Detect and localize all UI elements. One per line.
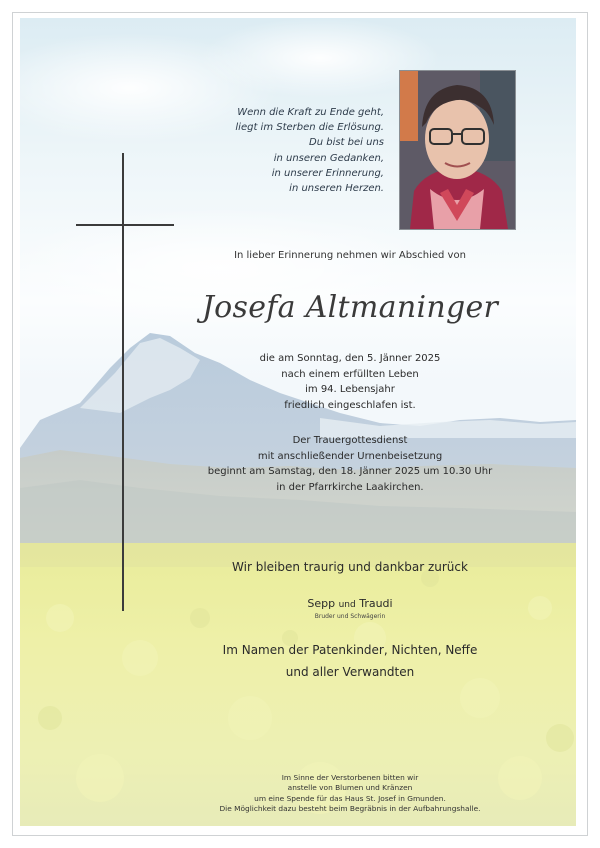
signers — [140, 597, 560, 610]
cross-icon — [122, 153, 124, 611]
footer-line: Die Möglichkeit dazu besteht beim Begräbnis in der Aufbahrungshalle. — [219, 804, 481, 814]
relatives-line: Im Namen der Patenkinder, Nichten, Neffe — [222, 643, 478, 657]
service-info — [140, 433, 560, 495]
footer-line: um eine Spende für das Haus St. Josef in Gmunden. — [254, 793, 446, 803]
service-line: in der Pfarrkirche Laakirchen. — [276, 481, 424, 493]
donation-note — [140, 773, 560, 815]
signer-relation: Bruder und Schwägerin — [314, 613, 386, 620]
grieving-text: Wir bleiben traurig und dankbar zurück — [232, 560, 468, 574]
poem-line: in unserer Erinnerung, — [271, 167, 384, 179]
death-line: nach einem erfüllten Leben — [281, 368, 419, 380]
poem-line: Wenn die Kraft zu Ende geht, — [237, 107, 384, 118]
death-line: friedlich eingeschlafen ist. — [284, 399, 416, 411]
footer-line: Im Sinne der Verstorbenen bitten wir — [281, 773, 419, 782]
poem-line: liegt im Sterben die Erlösung. — [235, 122, 384, 134]
intro-text: In lieber Erinnerung nehmen wir Abschied von — [234, 250, 466, 261]
cross-bar — [76, 224, 174, 226]
service-line: mit anschließender Urnenbeisetzung — [257, 450, 443, 462]
relatives-line: und aller Verwandten — [285, 665, 415, 679]
footer-line: anstelle von Blumen und Kränzen — [287, 783, 413, 793]
death-line: im 94. Lebensjahr — [305, 384, 395, 396]
poem-line: Du bist bei uns — [309, 137, 384, 149]
signer-second: Traudi — [359, 597, 393, 610]
poem-line: in unseren Gedanken, — [273, 152, 384, 164]
service-line: Der Trauergottesdienst — [292, 435, 408, 446]
portrait-photo — [399, 70, 516, 230]
signer-connector: und — [338, 600, 356, 610]
relatives-text — [140, 639, 560, 683]
poem — [198, 105, 384, 196]
signer-first: Sepp — [307, 597, 336, 610]
death-announcement — [140, 351, 560, 413]
poem-line: in unseren Herzen. — [289, 183, 384, 195]
death-line: die am Sonntag, den 5. Jänner 2025 — [259, 353, 441, 364]
deceased-name: Josefa Altmaninger — [201, 290, 499, 325]
service-line: beginnt am Samstag, den 18. Jänner 2025 um 10.30 Uhr — [207, 466, 493, 478]
